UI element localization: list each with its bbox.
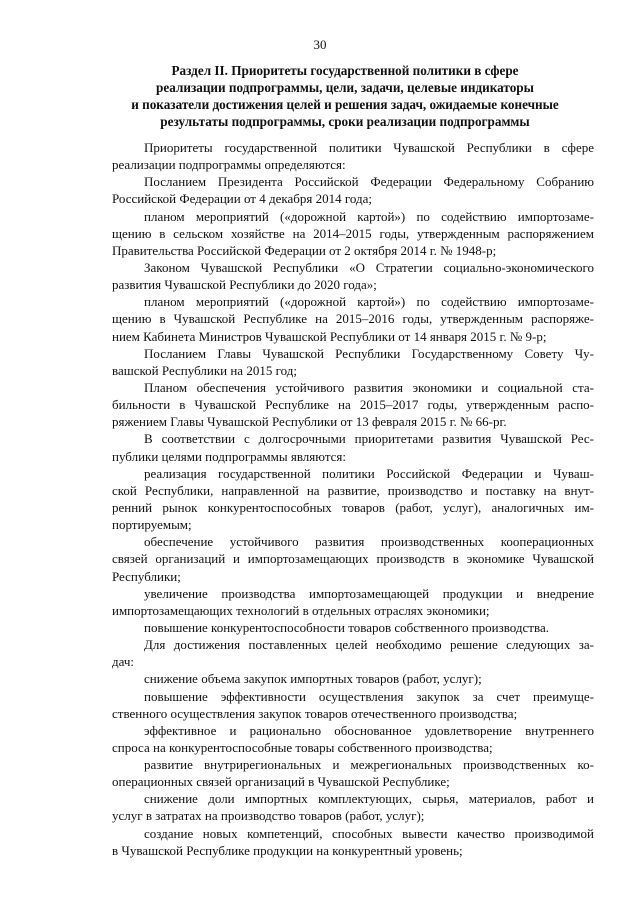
- text-line: публики целями подпрограммы являются:: [112, 448, 347, 464]
- text-line: ряжением Главы Чувашской Республики от 13 февраля 2015 г. № 66-рг.: [112, 414, 507, 430]
- text-line: Приоритеты государственной политики Чувашской Республики в сфере: [144, 140, 594, 155]
- text-line: Республики;: [112, 568, 181, 584]
- text-line: операционных связей организаций в Чувашской Республике;: [112, 774, 450, 790]
- text-line: повышение эффективности осуществления закупок за счет преимуще-: [144, 688, 594, 704]
- heading-line: реализации подпрограммы, цели, задачи, целевые индикаторы: [156, 80, 534, 95]
- text-line: щению в сельском хозяйстве на 2014–2015 годы, утвержденным распоряжением: [112, 225, 594, 241]
- text-line: снижение объема закупок импортных товаров (работ, услуг);: [144, 671, 482, 687]
- text-line: Посланием Главы Чувашской Республики Государственному Совету Чу-: [144, 345, 594, 361]
- text-line: вашской Республики на 2015 год;: [112, 362, 297, 378]
- text-line: реализация государственной политики Российской Федерации и Чуваш-: [144, 465, 594, 481]
- text-line: реализации подпрограммы определяются:: [112, 157, 346, 173]
- text-line: В соответствии с долгосрочными приоритетами развития Чувашской Рес-: [144, 431, 594, 447]
- text-line: Планом обеспечения устойчивого развития экономики и социальной ста-: [144, 379, 594, 395]
- text-line: ренний рынок конкурентоспособных товаров (работ, услуг), аналогичных им-: [112, 499, 594, 515]
- text-line: Для достижения поставленных целей необходимо решение следующих за-: [144, 637, 594, 653]
- text-line: Российской Федерации от 4 декабря 2014 года;: [112, 191, 372, 207]
- text-line: Посланием Президента Российской Федерации Федеральному Собранию: [144, 174, 594, 190]
- text-line: связей организаций и импортозамещающих производств в экономике Чувашской: [112, 551, 594, 567]
- heading-line: Раздел II. Приоритеты государственной политики в сфере: [171, 63, 519, 78]
- text-line: ской Республики, направленной на развитие, производство и поставку на внут-: [112, 482, 594, 498]
- text-line: планом мероприятий («дорожной картой») по содействию импортозаме-: [144, 294, 594, 310]
- heading-line: результаты подпрограммы, сроки реализации подпрограммы: [160, 114, 530, 129]
- text-line: дач:: [112, 654, 135, 670]
- text-line: Правительства Российской Федерации от 2 октября 2014 г. № 1948-р;: [112, 242, 497, 258]
- text-line: создание новых компетенций, способных вывести качество производимой: [144, 825, 594, 841]
- text-line: услуг в затратах на производство товаров (работ, услуг);: [112, 808, 425, 824]
- text-line: щению в Чувашской Республике на 2015–2016 годы, утвержденным распоряже-: [112, 311, 594, 327]
- text-line: увеличение производства импортозамещающей продукции и внедрение: [144, 585, 594, 601]
- text-line: спроса на конкурентоспособные товары собственного производства;: [112, 739, 493, 755]
- page-number: 30: [313, 37, 327, 52]
- text-line: повышение конкурентоспособности товаров собственного производства.: [144, 619, 549, 635]
- text-line: развитие внутрирегиональных и межрегиональных производственных ко-: [144, 757, 594, 773]
- text-line: ственного осуществления закупок товаров отечественного производства;: [112, 705, 518, 721]
- text-line: в Чувашской Республике продукции на конкурентный уровень;: [112, 842, 463, 858]
- section-heading: [96, 62, 594, 130]
- text-line: обеспечение устойчивого развития производственных кооперационных: [144, 534, 594, 550]
- body-text: [112, 139, 594, 859]
- text-line: нием Кабинета Министров Чувашской Республики от 14 января 2015 г. № 9-р;: [112, 328, 547, 344]
- text-line: планом мероприятий («дорожной картой») по содействию импортозаме-: [144, 208, 594, 224]
- text-line: портируемым;: [112, 517, 192, 533]
- text-line: развития Чувашской Республики до 2020 года»;: [112, 277, 377, 293]
- text-line: Законом Чувашской Республики «О Стратегии социально-экономического: [144, 259, 594, 275]
- heading-line: и показатели достижения целей и решения задач, ожидаемые конечные: [131, 97, 559, 112]
- text-line: бильности в Чувашской Республике на 2015–2017 годы, утвержденным распо-: [112, 397, 594, 413]
- text-line: импортозамещающих технологий в отдельных отраслях экономики;: [112, 602, 490, 618]
- text-line: снижение доли импортных комплектующих, сырья, материалов, работ и: [144, 791, 594, 807]
- text-line: эффективное и рационально обоснованное удовлетворение внутреннего: [144, 722, 594, 738]
